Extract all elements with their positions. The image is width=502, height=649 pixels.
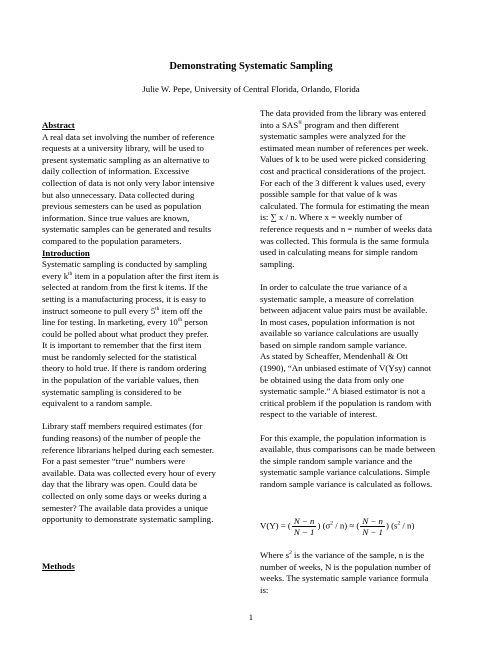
right-para-4	[260, 550, 472, 596]
text-line: weeks. The systematic sample variance formula	[260, 573, 429, 584]
text-line: For each of the 3 different k values used, every	[260, 177, 426, 188]
text-line: compared to the population parameters.	[42, 235, 182, 246]
text-line: random sample variance is calculated as follows.	[260, 479, 433, 489]
text-line: available so variance calculations are usually	[260, 328, 419, 339]
formula-numerator: N − n	[293, 516, 315, 526]
text-line: collection of data is not only very labor intensive	[42, 177, 215, 188]
introduction-heading: Introduction	[42, 247, 90, 258]
formula-part: ) (s	[385, 520, 398, 531]
methods-heading: Methods	[42, 560, 75, 571]
text-line: systematic samples were analyzed for the	[260, 131, 406, 142]
text-line: available. Data was collected every hour of every	[42, 467, 216, 478]
formula-part: ) (σ	[317, 520, 331, 531]
page-title: Demonstrating Systematic Sampling	[169, 61, 333, 72]
formula-part: / n) ≈ (	[333, 520, 360, 531]
introduction-body	[42, 259, 250, 410]
text-line: but also unnecessary. Data collected during	[42, 189, 195, 200]
introduction-body-2	[42, 421, 250, 525]
text-line: setting is a manufacturing process, it is easy to	[42, 293, 206, 304]
formula-fraction-1	[292, 516, 317, 537]
text-line: critical problem if the population is random with	[260, 397, 432, 408]
text-line: The data provided from the library was entered	[260, 108, 426, 118]
right-column	[260, 108, 472, 491]
text-line: A real data set involving the number of reference	[42, 131, 215, 142]
text-line: sampling.	[260, 258, 295, 269]
text-line: be obtained using the data from only one	[260, 374, 404, 385]
text-line: opportunity to demonstrate systematic sampling.	[42, 514, 214, 525]
text-line: funding reasons) of the number of people the	[42, 433, 201, 444]
text-line: between adjacent value pairs must be available.	[260, 305, 428, 316]
text-line: semester? The available data provides a unique	[42, 502, 208, 513]
text-line: could be polled about what product they prefer.	[42, 328, 209, 339]
text-line: previous semesters can be used as population	[42, 201, 202, 212]
formula-exponent: 2	[330, 520, 334, 527]
text-line: Systematic sampling is conducted by sampling	[42, 259, 207, 270]
page-number: 1	[248, 612, 254, 622]
text-line: instruct someone to pull every 5th item off the	[42, 305, 203, 316]
text-line: information. Since true values are known,	[42, 212, 190, 223]
text-line: in the population of the variable values, then	[42, 375, 199, 386]
text-line: day that the library was open. Could data be	[42, 479, 198, 490]
text-line: systematic sample.” A biased estimator is not a	[260, 386, 426, 397]
text-line: systematic sample variance calculations. Simple	[260, 467, 430, 478]
text-line: systematic sampling is considered to be	[42, 386, 182, 397]
right-para-4-block	[260, 550, 472, 596]
left-column	[42, 120, 250, 572]
formula-fraction-2	[360, 516, 385, 537]
text-line: into a SAS® program and then different	[260, 119, 399, 130]
text-line: equivalent to a random sample.	[42, 398, 153, 409]
formula-denominator: N − 1	[362, 527, 383, 537]
text-line: calculated. The formula for estimating the mean	[260, 200, 430, 211]
author-line: Julie W. Pepe, University of Central Florida, Orlando, Florida	[142, 84, 360, 94]
text-line: It is important to remember that the first item	[42, 340, 202, 351]
text-line: number of weeks, N is the population number of	[260, 561, 431, 572]
text-line: is:	[260, 584, 269, 595]
text-line: was collected. This formula is the same formula	[260, 235, 429, 246]
text-line: estimated mean number of references per week.	[260, 142, 429, 153]
text-line: used in calculating means for simple random	[260, 247, 418, 258]
text-line: theory to hold true. If there is random ordering	[42, 363, 207, 374]
text-line: Values of k to be used were picked considering	[260, 154, 426, 165]
text-line: reference librarians helped during each semester.	[42, 444, 214, 455]
text-line: For this example, the population information is	[260, 432, 426, 443]
text-line: possible sample for that value of k was	[260, 189, 398, 200]
right-para-2	[260, 282, 472, 421]
right-para-3	[260, 433, 472, 491]
text-line: systematic samples can be generated and results	[42, 224, 212, 235]
text-line: selected at random from the first k items. If the	[42, 282, 208, 293]
text-line: In order to calculate the true variance of a	[260, 281, 408, 292]
abstract-heading: Abstract	[42, 120, 75, 130]
text-line: daily collection of information. Excessive	[42, 166, 190, 177]
text-line: requests at a university library, will be used to	[42, 143, 204, 154]
formula-denominator: N − 1	[293, 527, 315, 537]
text-line: based on simple random sample variance.	[260, 339, 408, 350]
text-line: (1990), “An unbiased estimate of V(Ysy) cannot	[260, 363, 432, 374]
text-line: As stated by Scheaffer, Mendenhall & Ott	[260, 351, 408, 362]
text-line: Where $s^2$ is the variance of the sample, n is the	[260, 550, 425, 560]
text-line: must be randomly selected for the statistical	[42, 351, 197, 362]
text-line: every $k^{th}$ item in a population after the first item is	[42, 270, 219, 281]
formula-part: / n)	[400, 520, 415, 531]
text-line: For a past semester “true” numbers were	[42, 456, 186, 467]
text-line: present systematic sampling as an alternative to	[42, 154, 210, 165]
formula-exponent: 2	[397, 520, 401, 527]
text-line: In most cases, population information is not	[260, 316, 415, 327]
formula-lhs: V(Y) = (	[260, 520, 291, 531]
text-line: is: ∑ x / n. Where x = weekly number of	[260, 212, 403, 223]
text-line: Library staff members required estimates (for	[42, 421, 203, 432]
variance-formula	[260, 516, 414, 537]
text-line: systematic sample, a measure of correlation	[260, 293, 414, 304]
text-line: reference requests and n = number of weeks data	[260, 223, 433, 234]
right-para-1	[260, 108, 472, 270]
formula-numerator: N − n	[362, 516, 383, 526]
text-line: line for testing. In marketing, every 10th person	[42, 317, 208, 328]
text-line: available, thus comparisons can be made between	[260, 444, 436, 455]
text-line: respect to the variable of interest.	[260, 409, 378, 420]
text-line: the simple random sample variance and the	[260, 455, 413, 466]
abstract-body	[42, 132, 250, 248]
text-line: cost and practical considerations of the project.	[260, 165, 426, 176]
text-line: collected on only some days or weeks during a	[42, 491, 207, 501]
